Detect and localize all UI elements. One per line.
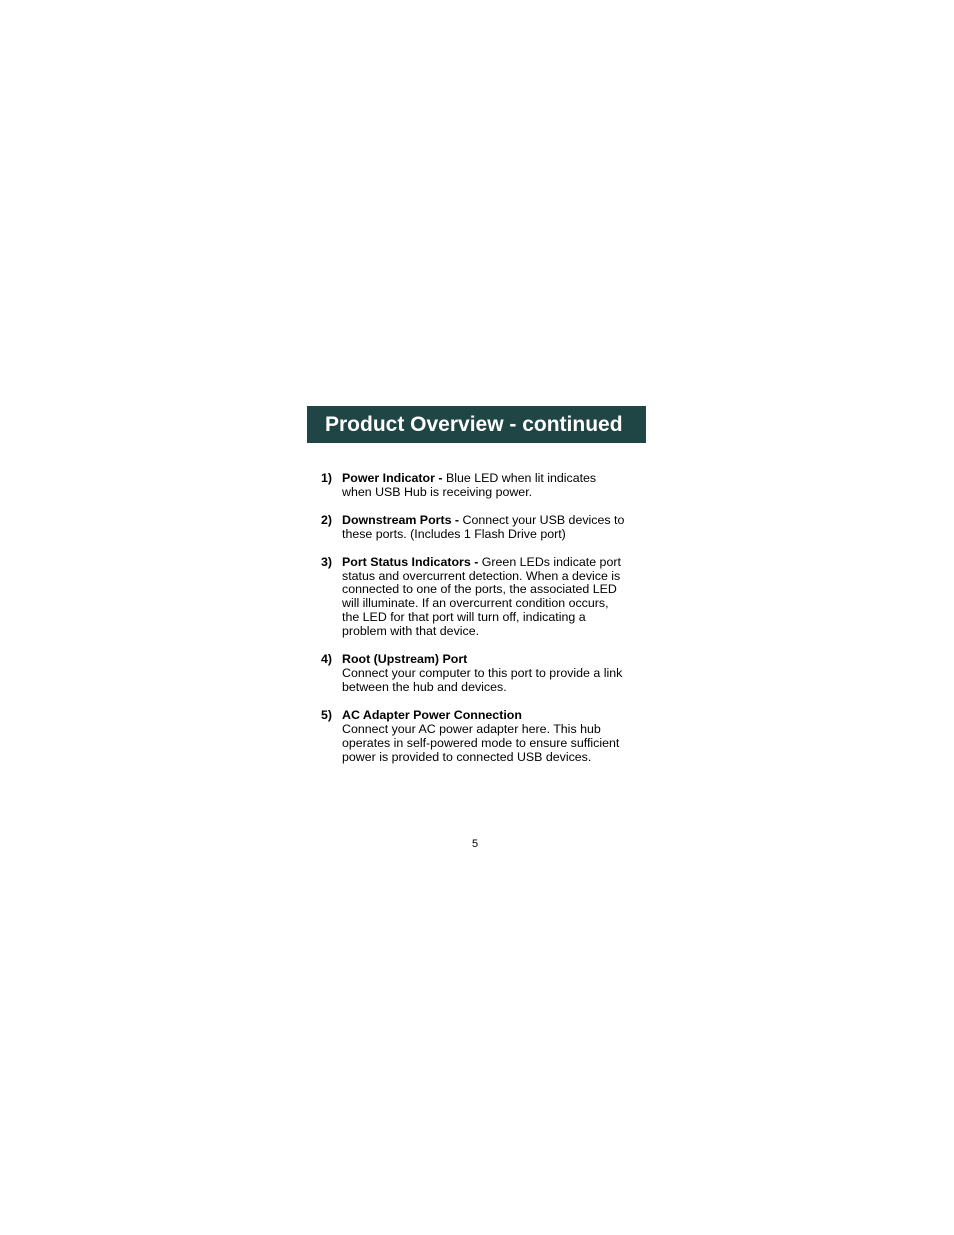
- item-text: between the hub and devices.: [342, 679, 507, 694]
- item-heading: Power Indicator -: [342, 471, 443, 485]
- item-number: 2): [321, 512, 333, 527]
- numbered-list: [321, 472, 641, 778]
- item-heading: Downstream Ports -: [342, 512, 460, 527]
- item-first-line: [342, 472, 641, 486]
- list-item: [321, 653, 641, 695]
- item-text: connected to one of the ports, the associated LED: [342, 582, 617, 597]
- item-heading: Root (Upstream) Port: [342, 652, 468, 667]
- item-text: Green LEDs indicate port: [481, 554, 621, 569]
- item-text: will illuminate. If an overcurrent condition occurs,: [342, 596, 609, 611]
- item-text: these ports. (Includes 1 Flash Drive port): [342, 526, 566, 541]
- section-title: Product Overview - continued: [325, 412, 623, 436]
- section-title-banner: [307, 406, 646, 443]
- item-number: 4): [321, 652, 333, 667]
- item-text: Connect your USB devices to: [462, 512, 625, 527]
- item-heading: Port Status Indicators -: [342, 554, 479, 569]
- item-first-line: [342, 556, 641, 570]
- item-heading: AC Adapter Power Connection: [342, 707, 522, 722]
- item-first-line: [342, 514, 641, 528]
- item-text: Blue LED when lit indicates: [445, 471, 597, 485]
- item-number: 5): [321, 707, 333, 722]
- page-number: 5: [471, 838, 479, 850]
- list-item: [321, 514, 641, 542]
- item-text: Connect your computer to this port to provide a link: [342, 665, 623, 680]
- list-item: [321, 472, 641, 500]
- item-text: status and overcurrent detection. When a device is: [342, 568, 621, 583]
- item-text: when USB Hub is receiving power.: [342, 484, 533, 499]
- item-number: 3): [321, 554, 333, 569]
- item-text: Connect your AC power adapter here. This hub: [342, 721, 601, 736]
- item-text: operates in self-powered mode to ensure sufficient: [342, 735, 620, 750]
- item-number: 1): [321, 471, 333, 485]
- list-item: [321, 709, 641, 765]
- item-text: the LED for that port will turn off, indicating a: [342, 610, 586, 625]
- list-item: [321, 556, 641, 639]
- item-text: problem with that device.: [342, 624, 480, 639]
- item-text: power is provided to connected USB devices.: [342, 749, 592, 764]
